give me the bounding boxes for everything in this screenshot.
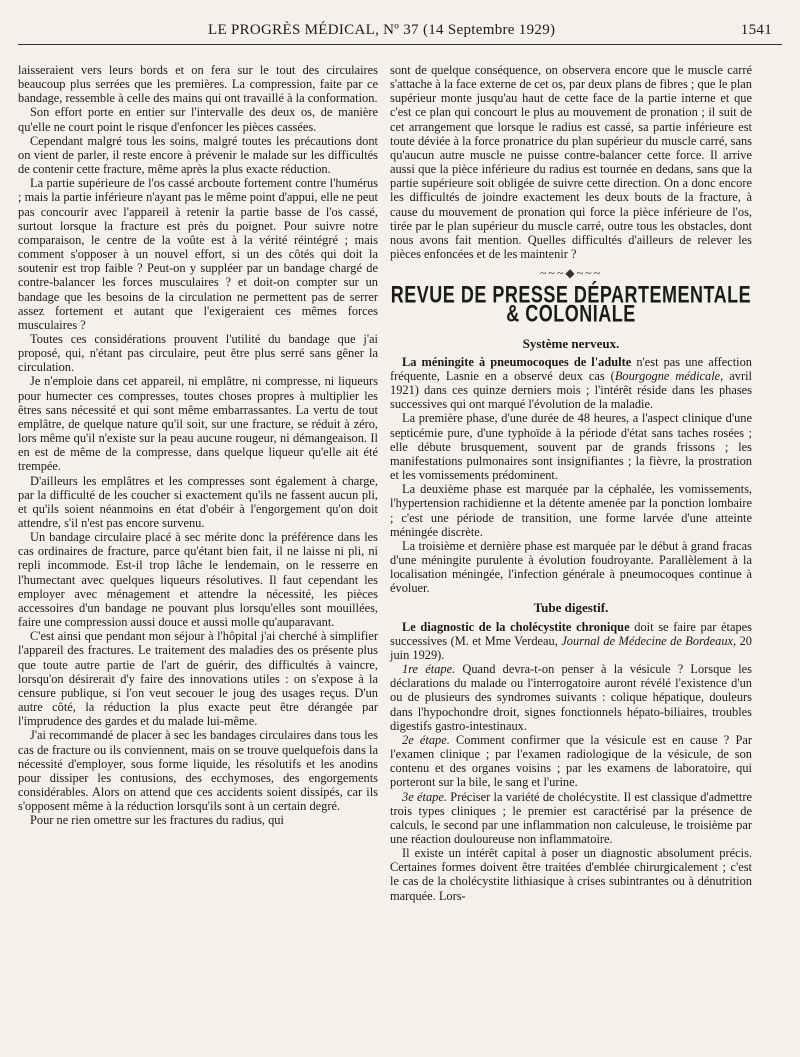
paragraph: Cependant malgré tous les soins, malgré toutes les précautions dont on vient de parler, il reste encore à prévenir le malade sur les difficultés de contenir cette fracture, même après la plus exacte réduction.	[18, 133, 378, 177]
paragraph	[390, 662, 752, 733]
text-run: Comment confirmer que la vésicule est en cause ? Par l'examen clinique ; par l'examen radiologique de la vésicule, de son contenu et des organes voisins ; par les examens de laboratoire, qui porteront sur la bile, le sang et l'urine.	[390, 732, 752, 790]
text-run: avril 1921) dans ces quinze derniers mois ; l'intérêt réside dans les phases successives qui ont marqué l'évolution de la maladie.	[390, 368, 752, 412]
paragraph: D'ailleurs les emplâtres et les compresses sont également à charge, par la difficulté de les coucher si exactement qu'ils ne fassent aucun pli, et qu'ils soient néanmoins en état d'obéir à l'engorgement qu'on doit attendre, s'il n'est pas encore survenu.	[18, 473, 378, 530]
paragraph: J'ai recommandé de placer à sec les bandages circulaires dans tous les cas de fracture ou ils conviennent, mais on se trouve quelquefois dans la nécessité d'employer, sous forme liquide, les résolutifs et les anodins pour dissiper les contusions, des ecchymoses, des engorgements considérables. Alors on attend que ces accidents soient dissipés, car ils s'opposent même à la réduction lorsqu'ils sont à un certain degré.	[18, 728, 378, 814]
paragraph: Toutes ces considérations prouvent l'utilité du bandage que j'ai proposé, qui, n'étant pas circulaire, peut être plus serré sans gêner la circulation.	[18, 331, 378, 375]
running-header	[18, 20, 782, 42]
section-heading: REVUE DE PRESSE DÉPARTEMENTALE & COLONIALE	[390, 281, 752, 328]
paragraph: La partie supérieure de l'os cassé arcboute fortement contre l'humérus ; mais la partie inférieure n'ayant pas le même point d'appui, elle ne peut pas concourir avec l'appareil à retenir la partie basse de l'os cassé, surtout lorsque la fracture est près du poignet. Pour suivre notre comparaison, le centre de la voûte est à la vérité réintégré ; mais comment s'opposer à un nouvel effort, si un des côtés qui doit la soutenir est trop faible ? Peut-on y suppléer par un bandage chargé de contre-balancer les forces musculaires ? et doit-on compter sur un bandage que les besoins de la circulation ne permettent pas de serrer assez fortement et autant que l'exigeraient ces mêmes forces musculaires ?	[18, 176, 378, 332]
page-number: 1541	[740, 22, 772, 38]
header-rule	[18, 44, 782, 45]
paragraph: laisseraient vers leurs bords et on fera sur le tout des circulaires beaucoup plus serrées que les premières. La compression, faite par ce bandage, ressemble à celle des mains qui ont travaillé à la conformation.	[18, 63, 378, 106]
ornament-divider: ~~~◆~~~	[539, 266, 603, 281]
paragraph: Je n'emploie dans cet appareil, ni emplâtre, ni compresse, ni liqueurs pour humecter ces compresses, toutes choses propres à multiplier les êtres sans nécessité et qui sont même embarrassantes. La vertu de tout emplâtre, de quelque nature qu'il soit, sur une fracture, se réduit à zéro, lors même qu'il n'existe sur la peau aucune rougeur, ni démangeaison. Il en est de même de la compresse, dans quelque liqueur qu'elle ait été trempée.	[18, 374, 378, 474]
paragraph: Un bandage circulaire placé à sec mérite donc la préférence dans les cas ordinaires de fracture, parce qu'étant bien fait, il ne laisse ni pli, ni repli incommode. Est-il trop lâche le lendemain, on le resserre en l'humectant avec quelques liqueurs résolutives. Il faut cependant les employer avec ménagement et attendre la nécessité, les pièces accessoires d'un bandage ne pouvant plus lorsqu'elles sont mouillées, faire une compression aussi douce et aussi molle qu'auparavant.	[18, 530, 378, 630]
paragraph	[390, 790, 752, 847]
left-column	[18, 63, 378, 827]
paragraph	[390, 733, 752, 790]
paragraph	[390, 620, 752, 662]
subsection-title-digestif: Tube digestif.	[533, 600, 609, 616]
text-run: 20 juin 1929).	[390, 633, 752, 662]
text-run: Préciser la variété de cholécystite. Il est classique d'admettre trois types cliniques ; le premier est caractérisé par la présence de calculs, le second par une inflammation non calculeuse, le troisième par une réaction douloureuse non inflammatoire.	[390, 789, 752, 846]
step-label: 3e étape.	[402, 789, 447, 804]
step-label: 1re étape.	[402, 662, 456, 677]
paragraph: Pour ne rien omettre sur les fractures du radius, qui	[30, 813, 284, 828]
journal-title: LE PROGRÈS MÉDICAL, Nº 37 (14 Septembre 1929)	[208, 22, 556, 38]
paragraph: La deuxième phase est marquée par la céphalée, les vomissements, l'hypertension rachidienne et la détente amenée par la ponction lombaire ; c'est une période de transition, une forme larvée d'une atteinte méningée discrète.	[390, 482, 752, 539]
right-column	[390, 63, 752, 903]
paragraph: Il existe un intérêt capital à poser un diagnostic absolument précis. Certaines formes doivent être traitées d'emblée chirurgicalement ; c'est le cas de la cholécystite lithiasique à crises subintrantes ou à dénutrition marquée. Lors-	[390, 846, 752, 903]
step-label: 2e étape.	[402, 732, 450, 747]
citation: Bourgogne médicale,	[614, 368, 724, 383]
text-run: Quand devra-t-on penser à la vésicule ? Lorsque les déclarations du malade ou l'interrogatoire auront révélé l'existence d'un ou de plusieurs des syndromes suivants : colique hépatique, douleurs dans l'hypochondre droit, signes fonctionnels hépato-biliaires, troubles digestifs gastro-intestinaux.	[390, 662, 752, 733]
text-run: doit se faire par étapes successives (M. et Mme Verdeau,	[390, 619, 753, 648]
paragraph: C'est ainsi que pendant mon séjour à l'hôpital j'ai cherché à simplifier l'appareil des fractures. Le traitement des maladies des os présente plus que toute autre partie de l'art de guérir, des difficultés à vaincre, lorsqu'on désirerait d'y faire des innovations utiles : on s'expose à la censure publique, si l'on veut secouer le joug des usages reçus. D'un autre côté, la réduction la plus exacte peut être dérangée par l'imprudence des gardes et du malade lui-même.	[18, 629, 378, 729]
text-run: n'est pas une affection fréquente, Lasnie en a observé deux cas (	[390, 354, 752, 383]
paragraph: La troisième et dernière phase est marquée par le début à grand fracas d'une méningite purulente à évolution foudroyante. Parallèlement à la localisation méningée, l'infection générale à pneumocoques continue à évoluer.	[390, 538, 752, 596]
subsection-title-nerveux: Système nerveux.	[522, 335, 620, 351]
paragraph: La première phase, d'une durée de 48 heures, a l'aspect clinique d'une septicémie pure, d'une typhoïde à la période d'état sans taches rosées ; elle débute brusquement, souvent par de grands frissons ; les manifestations pulmonaires sont insignifiantes ; la fièvre, la prostration et les vomissements prédominent.	[390, 411, 752, 483]
paragraph: sont de quelque conséquence, on observera encore que le muscle carré s'attache à la face externe de cet os, par deux plans de fibres ; que le plan supérieur monte jusqu'au haut de cette face de la partie interne et que c'est ce plan qui concourt le plus au mouvement de pronation ; il suit de cet arrangement que lorsque le radius est cassé, sa partie inférieure est toute déviée à la force pronatrice du plan supérieur du muscle carré, sans qu'aucun autre muscle ne puisse contre-balancer cette force. Il arrive aussi que la pièce inférieure du radius est tournée en dedans, sans que la partie supérieure soit obligée de suivre cette direction. On a donc encore les difficultés de joindre exactement les deux bouts de la fracture, à cause du mouvement de pronation qui force la pièce inférieure de l'os, tirée par le plan supérieur du muscle carré, outre tous les obstacles, dont nous avons fait mention. Quelles difficultés d'ailleurs de relever les pièces enfoncées et de les maintenir ?	[390, 63, 752, 262]
article-lead: Le diagnostic de la cholécystite chronique	[402, 619, 630, 634]
paragraph: Son effort porte en entier sur l'intervalle des deux os, de manière qu'elle ne court point le risque d'enfoncer les pièces cassées.	[18, 105, 378, 134]
article-lead: La méningite à pneumocoques de l'adulte	[402, 354, 632, 369]
citation: Journal de Médecine de Bordeaux,	[561, 633, 737, 648]
paragraph	[390, 355, 752, 412]
